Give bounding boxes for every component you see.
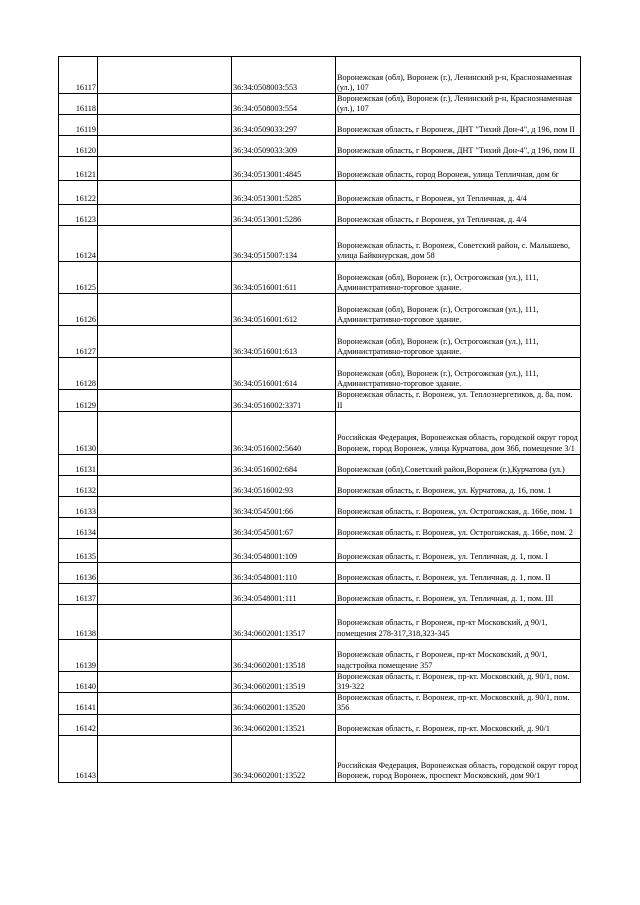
table-row <box>59 390 581 411</box>
record-number-cell: 16136 <box>59 562 98 583</box>
address-cell: Воронежская область, г. Воронеж, ул. Острогожская, д. 166е, пом. 2 <box>336 517 581 538</box>
table-row <box>59 326 581 358</box>
record-number-cell: 16138 <box>59 604 98 639</box>
cadastral-number-cell: 36:34:0602001:13519 <box>232 671 336 692</box>
record-number-cell: 16137 <box>59 583 98 604</box>
record-number-cell: 16134 <box>59 517 98 538</box>
record-number-cell: 16132 <box>59 475 98 496</box>
address-cell: Воронежская (обл), Воронеж (г.), Острогожская (ул.), 111, Административно-торговое здание. <box>336 262 581 294</box>
record-number-cell: 16133 <box>59 496 98 517</box>
cadastral-number-cell: 36:34:0602001:13520 <box>232 693 336 714</box>
address-cell: Воронежская (обл), Воронеж (г.), Острогожская (ул.), 111, Административно-торговое здание. <box>336 326 581 358</box>
empty-cell <box>98 181 232 205</box>
address-cell: Воронежская (обл), Воронеж (г.), Ленинский р-н, Краснознаменная (ул.), 107 <box>336 94 581 115</box>
table-row <box>59 475 581 496</box>
cadastral-number-cell: 36:34:0602001:13517 <box>232 604 336 639</box>
record-number-cell: 16121 <box>59 157 98 181</box>
record-number-cell: 16128 <box>59 358 98 390</box>
table-row <box>59 115 581 136</box>
cadastral-number-cell: 36:34:0516001:611 <box>232 262 336 294</box>
table-row <box>59 538 581 562</box>
address-cell: Воронежская область, г Воронеж, пр-кт Московский, д 90/1, надстройка помещение 357 <box>336 639 581 671</box>
cadastral-number-cell: 36:34:0548001:109 <box>232 538 336 562</box>
empty-cell <box>98 226 232 262</box>
empty-cell <box>98 57 232 94</box>
table-row <box>59 583 581 604</box>
empty-cell <box>98 735 232 782</box>
cadastral-number-cell: 36:34:0602001:13521 <box>232 714 336 735</box>
address-cell: Воронежская область, г Воронеж, пр-кт Московский, д 90/1, помещения 278-317,318,323-345 <box>336 604 581 639</box>
address-cell: Воронежская область, город Воронеж, улица Тепличная, дом 6г <box>336 157 581 181</box>
record-number-cell: 16135 <box>59 538 98 562</box>
address-cell: Воронежская область, г. Воронеж, пр-кт. Московский, д. 90/1, пом. 356 <box>336 693 581 714</box>
cadastral-number-cell: 36:34:0516001:612 <box>232 294 336 326</box>
table-row <box>59 735 581 782</box>
cadastral-number-cell: 36:34:0516001:613 <box>232 326 336 358</box>
address-cell: Российская Федерация, Воронежская область, городской округ город Воронеж, город Воронеж, улица Курчатова, дом 36б, помещение 3/1 <box>336 411 581 454</box>
address-cell: Воронежская область, г. Воронеж, ул. Тепличная, д. 1, пом. II <box>336 562 581 583</box>
record-number-cell: 16119 <box>59 115 98 136</box>
table-row <box>59 205 581 226</box>
record-number-cell: 16139 <box>59 639 98 671</box>
address-cell: Воронежская область, г. Воронеж, ул. Тепличная, д. 1, пом. III <box>336 583 581 604</box>
table-row <box>59 671 581 692</box>
cadastral-number-cell: 36:34:0602001:13518 <box>232 639 336 671</box>
record-number-cell: 16117 <box>59 57 98 94</box>
empty-cell <box>98 262 232 294</box>
property-register-table <box>58 56 581 783</box>
address-cell: Воронежская область, г. Воронеж, пр-кт. Московский, д. 90/1, пом. 319-322 <box>336 671 581 692</box>
cadastral-number-cell: 36:34:0508003:554 <box>232 94 336 115</box>
cadastral-number-cell: 36:34:0516002:5640 <box>232 411 336 454</box>
table-row <box>59 714 581 735</box>
empty-cell <box>98 326 232 358</box>
table-row <box>59 639 581 671</box>
record-number-cell: 16126 <box>59 294 98 326</box>
table-row <box>59 693 581 714</box>
empty-cell <box>98 562 232 583</box>
empty-cell <box>98 604 232 639</box>
empty-cell <box>98 693 232 714</box>
empty-cell <box>98 714 232 735</box>
table-row <box>59 226 581 262</box>
empty-cell <box>98 294 232 326</box>
record-number-cell: 16140 <box>59 671 98 692</box>
empty-cell <box>98 639 232 671</box>
empty-cell <box>98 496 232 517</box>
record-number-cell: 16129 <box>59 390 98 411</box>
record-number-cell: 16118 <box>59 94 98 115</box>
table-row <box>59 157 581 181</box>
cadastral-number-cell: 36:34:0513001:4845 <box>232 157 336 181</box>
record-number-cell: 16141 <box>59 693 98 714</box>
empty-cell <box>98 538 232 562</box>
empty-cell <box>98 136 232 157</box>
table-row <box>59 496 581 517</box>
address-cell: Воронежская (обл),Советский район,Воронеж (г.),Курчатова (ул.) <box>336 454 581 475</box>
address-cell: Воронежская область, г Воронеж, ул Тепличная, д. 4/4 <box>336 181 581 205</box>
empty-cell <box>98 475 232 496</box>
address-cell: Воронежская область, г Воронеж, ул Тепличная, д. 4/4 <box>336 205 581 226</box>
empty-cell <box>98 205 232 226</box>
cadastral-number-cell: 36:34:0508003:553 <box>232 57 336 94</box>
empty-cell <box>98 454 232 475</box>
table-row <box>59 411 581 454</box>
cadastral-number-cell: 36:34:0545001:66 <box>232 496 336 517</box>
address-cell: Воронежская (обл), Воронеж (г.), Острогожская (ул.), 111, Административно-торговое здание. <box>336 358 581 390</box>
table-row <box>59 57 581 94</box>
table-row <box>59 604 581 639</box>
record-number-cell: 16122 <box>59 181 98 205</box>
cadastral-number-cell: 36:34:0509033:297 <box>232 115 336 136</box>
cadastral-number-cell: 36:34:0548001:110 <box>232 562 336 583</box>
cadastral-number-cell: 36:34:0548001:111 <box>232 583 336 604</box>
address-cell: Воронежская область, г Воронеж, ДНТ "Тихий Дон-4", д 196, пом II <box>336 115 581 136</box>
address-cell: Воронежская (обл), Воронеж (г.), Ленинский р-н, Краснознаменная (ул.), 107 <box>336 57 581 94</box>
cadastral-number-cell: 36:34:0513001:5285 <box>232 181 336 205</box>
empty-cell <box>98 157 232 181</box>
empty-cell <box>98 517 232 538</box>
record-number-cell: 16127 <box>59 326 98 358</box>
record-number-cell: 16124 <box>59 226 98 262</box>
table-row <box>59 94 581 115</box>
table-row <box>59 294 581 326</box>
address-cell: Воронежская (обл), Воронеж (г.), Острогожская (ул.), 111, Административно-торговое здание. <box>336 294 581 326</box>
address-cell: Воронежская область, г. Воронеж, ул. Теплоэнергетиков, д. 8а, пом. II <box>336 390 581 411</box>
cadastral-number-cell: 36:34:0545001:67 <box>232 517 336 538</box>
address-cell: Воронежская область, г. Воронеж, ул. Тепличная, д. 1, пом. I <box>336 538 581 562</box>
empty-cell <box>98 358 232 390</box>
record-number-cell: 16123 <box>59 205 98 226</box>
empty-cell <box>98 94 232 115</box>
address-cell: Российская Федерация, Воронежская область, городской округ город Воронеж, город Воронеж, проспект Московский, дом 90/1 <box>336 735 581 782</box>
table-body <box>59 57 581 783</box>
table-row <box>59 358 581 390</box>
record-number-cell: 16130 <box>59 411 98 454</box>
address-cell: Воронежская область, г. Воронеж, ул. Острогожская, д. 166е, пом. 1 <box>336 496 581 517</box>
address-cell: Воронежская область, г. Воронеж, Советский район, с. Малышево, улица Байконурская, дом 58 <box>336 226 581 262</box>
record-number-cell: 16143 <box>59 735 98 782</box>
table-row <box>59 136 581 157</box>
empty-cell <box>98 583 232 604</box>
empty-cell <box>98 671 232 692</box>
table-row <box>59 181 581 205</box>
empty-cell <box>98 411 232 454</box>
address-cell: Воронежская область, г. Воронеж, ул. Курчатова, д. 16, пом. 1 <box>336 475 581 496</box>
table-row <box>59 454 581 475</box>
cadastral-number-cell: 36:34:0515007:134 <box>232 226 336 262</box>
record-number-cell: 16142 <box>59 714 98 735</box>
cadastral-number-cell: 36:34:0602001:13522 <box>232 735 336 782</box>
table-row <box>59 517 581 538</box>
address-cell: Воронежская область, г Воронеж, ДНТ "Тихий Дон-4", д 196, пом II <box>336 136 581 157</box>
cadastral-number-cell: 36:34:0516002:684 <box>232 454 336 475</box>
cadastral-number-cell: 36:34:0516001:614 <box>232 358 336 390</box>
address-cell: Воронежская область, г. Воронеж, пр-кт. Московский, д. 90/1 <box>336 714 581 735</box>
table-row <box>59 562 581 583</box>
record-number-cell: 16125 <box>59 262 98 294</box>
cadastral-number-cell: 36:34:0513001:5286 <box>232 205 336 226</box>
cadastral-number-cell: 36:34:0516002:3371 <box>232 390 336 411</box>
table-row <box>59 262 581 294</box>
cadastral-number-cell: 36:34:0509033:309 <box>232 136 336 157</box>
record-number-cell: 16120 <box>59 136 98 157</box>
record-number-cell: 16131 <box>59 454 98 475</box>
empty-cell <box>98 390 232 411</box>
empty-cell <box>98 115 232 136</box>
cadastral-number-cell: 36:34:0516002:93 <box>232 475 336 496</box>
